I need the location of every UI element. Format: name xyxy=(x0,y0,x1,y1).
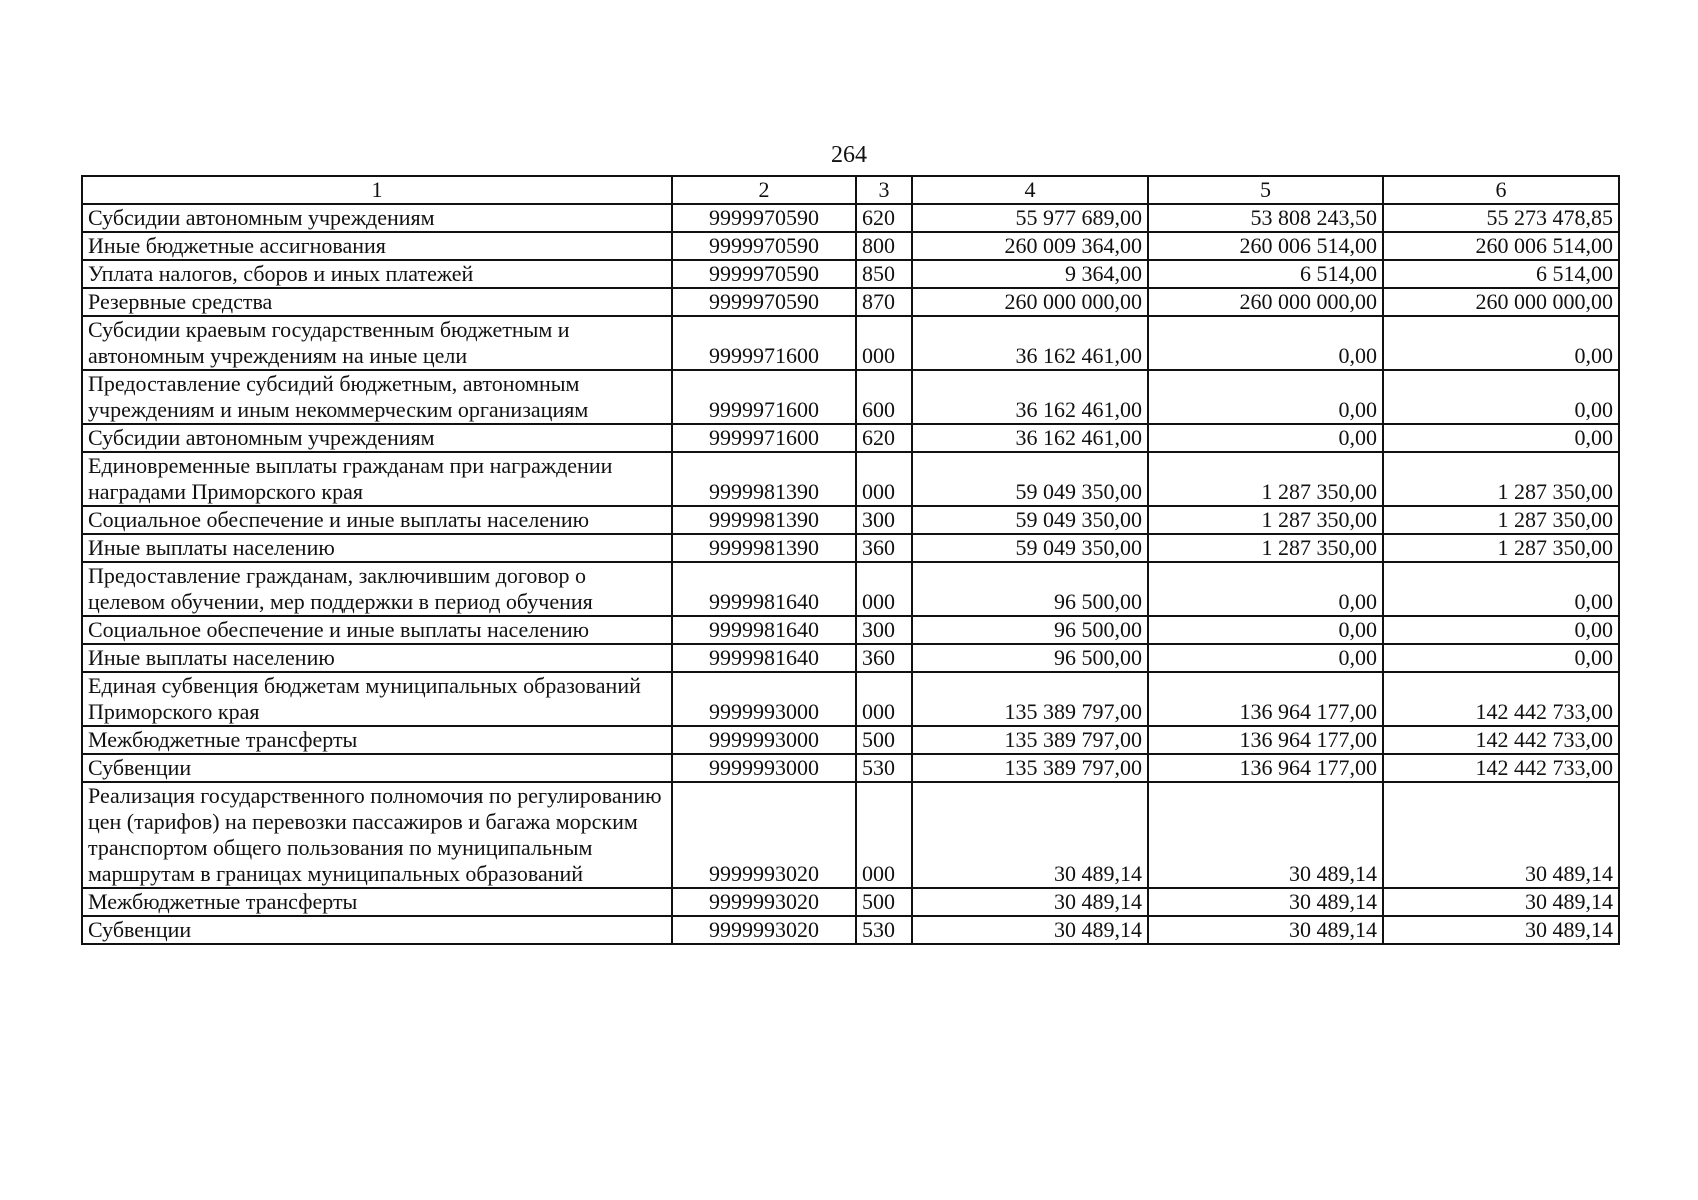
row-value-col5-cell: 0,00 xyxy=(1148,644,1383,672)
row-code-cell: 9999971600 xyxy=(672,424,856,452)
row-value-col6-cell: 0,00 xyxy=(1383,562,1619,616)
row-value-col6-cell: 30 489,14 xyxy=(1383,888,1619,916)
row-code-cell: 9999970590 xyxy=(672,204,856,232)
row-code-cell: 9999970590 xyxy=(672,232,856,260)
table-header-row xyxy=(82,176,1619,204)
table-row xyxy=(82,534,1619,562)
table-body xyxy=(82,204,1619,944)
table-row xyxy=(82,204,1619,232)
row-name-cell: Межбюджетные трансферты xyxy=(82,726,672,754)
row-value-col6-cell: 0,00 xyxy=(1383,316,1619,370)
row-value-col5-cell: 30 489,14 xyxy=(1148,888,1383,916)
row-name-cell: Субсидии краевым государственным бюджетным и автономным учреждениям на иные цели xyxy=(82,316,672,370)
row-code-cell: 9999993000 xyxy=(672,672,856,726)
row-code-cell: 9999981390 xyxy=(672,506,856,534)
row-vr-cell: 600 xyxy=(856,370,912,424)
row-code-cell: 9999981390 xyxy=(672,534,856,562)
row-name-cell: Предоставление гражданам, заключившим договор о целевом обучении, мер поддержки в период обучения xyxy=(82,562,672,616)
table-row xyxy=(82,726,1619,754)
row-value-col6-cell: 30 489,14 xyxy=(1383,782,1619,888)
table-row xyxy=(82,370,1619,424)
row-name-cell: Субвенции xyxy=(82,754,672,782)
column-header-2: 2 xyxy=(672,176,856,204)
row-value-col4-cell: 260 000 000,00 xyxy=(912,288,1148,316)
row-value-col5-cell: 136 964 177,00 xyxy=(1148,754,1383,782)
row-vr-cell: 530 xyxy=(856,916,912,944)
row-name-cell: Реализация государственного полномочия по регулированию цен (тарифов) на перевозки пассажиров и багажа морским транспортом общего пользования по муниципальным маршрутам в границах муниципальных образований xyxy=(82,782,672,888)
row-value-col4-cell: 96 500,00 xyxy=(912,616,1148,644)
row-code-cell: 9999993020 xyxy=(672,916,856,944)
column-header-4: 4 xyxy=(912,176,1148,204)
row-value-col4-cell: 135 389 797,00 xyxy=(912,754,1148,782)
row-vr-cell: 000 xyxy=(856,316,912,370)
row-name-cell: Резервные средства xyxy=(82,288,672,316)
table-row xyxy=(82,260,1619,288)
column-header-6: 6 xyxy=(1383,176,1619,204)
row-value-col4-cell: 36 162 461,00 xyxy=(912,424,1148,452)
row-value-col4-cell: 36 162 461,00 xyxy=(912,316,1148,370)
row-value-col4-cell: 59 049 350,00 xyxy=(912,506,1148,534)
row-name-cell: Субсидии автономным учреждениям xyxy=(82,424,672,452)
row-code-cell: 9999971600 xyxy=(672,370,856,424)
row-code-cell: 9999981640 xyxy=(672,562,856,616)
row-value-col4-cell: 30 489,14 xyxy=(912,782,1148,888)
row-vr-cell: 300 xyxy=(856,506,912,534)
table-row xyxy=(82,616,1619,644)
budget-table xyxy=(81,175,1620,945)
row-value-col4-cell: 260 009 364,00 xyxy=(912,232,1148,260)
row-vr-cell: 360 xyxy=(856,534,912,562)
row-value-col6-cell: 142 442 733,00 xyxy=(1383,672,1619,726)
row-value-col4-cell: 59 049 350,00 xyxy=(912,534,1148,562)
row-value-col6-cell: 30 489,14 xyxy=(1383,916,1619,944)
row-value-col5-cell: 30 489,14 xyxy=(1148,916,1383,944)
row-code-cell: 9999981640 xyxy=(672,644,856,672)
row-value-col5-cell: 0,00 xyxy=(1148,562,1383,616)
table-row xyxy=(82,424,1619,452)
row-vr-cell: 530 xyxy=(856,754,912,782)
row-vr-cell: 500 xyxy=(856,888,912,916)
row-name-cell: Единая субвенция бюджетам муниципальных образований Приморского края xyxy=(82,672,672,726)
row-vr-cell: 000 xyxy=(856,782,912,888)
row-value-col4-cell: 59 049 350,00 xyxy=(912,452,1148,506)
row-value-col4-cell: 30 489,14 xyxy=(912,888,1148,916)
row-name-cell: Иные выплаты населению xyxy=(82,534,672,562)
row-vr-cell: 360 xyxy=(856,644,912,672)
row-vr-cell: 000 xyxy=(856,562,912,616)
table-row xyxy=(82,916,1619,944)
row-value-col6-cell: 1 287 350,00 xyxy=(1383,534,1619,562)
page-number: 264 xyxy=(831,142,867,168)
row-value-col5-cell: 0,00 xyxy=(1148,316,1383,370)
row-value-col5-cell: 0,00 xyxy=(1148,370,1383,424)
row-value-col6-cell: 142 442 733,00 xyxy=(1383,726,1619,754)
row-name-cell: Социальное обеспечение и иные выплаты населению xyxy=(82,506,672,534)
row-value-col4-cell: 96 500,00 xyxy=(912,644,1148,672)
row-vr-cell: 620 xyxy=(856,424,912,452)
row-value-col5-cell: 6 514,00 xyxy=(1148,260,1383,288)
row-name-cell: Межбюджетные трансферты xyxy=(82,888,672,916)
row-name-cell: Социальное обеспечение и иные выплаты населению xyxy=(82,616,672,644)
table-row xyxy=(82,232,1619,260)
row-value-col6-cell: 0,00 xyxy=(1383,370,1619,424)
row-name-cell: Единовременные выплаты гражданам при награждении наградами Приморского края xyxy=(82,452,672,506)
row-vr-cell: 800 xyxy=(856,232,912,260)
row-value-col6-cell: 1 287 350,00 xyxy=(1383,452,1619,506)
row-value-col5-cell: 260 000 000,00 xyxy=(1148,288,1383,316)
table-row xyxy=(82,452,1619,506)
row-value-col5-cell: 1 287 350,00 xyxy=(1148,534,1383,562)
row-code-cell: 9999970590 xyxy=(672,260,856,288)
row-value-col6-cell: 1 287 350,00 xyxy=(1383,506,1619,534)
row-value-col4-cell: 36 162 461,00 xyxy=(912,370,1148,424)
row-value-col5-cell: 1 287 350,00 xyxy=(1148,506,1383,534)
row-value-col5-cell: 1 287 350,00 xyxy=(1148,452,1383,506)
row-value-col5-cell: 136 964 177,00 xyxy=(1148,726,1383,754)
row-vr-cell: 000 xyxy=(856,452,912,506)
row-vr-cell: 500 xyxy=(856,726,912,754)
row-name-cell: Субсидии автономным учреждениям xyxy=(82,204,672,232)
row-value-col6-cell: 0,00 xyxy=(1383,424,1619,452)
row-code-cell: 9999981390 xyxy=(672,452,856,506)
row-value-col6-cell: 260 006 514,00 xyxy=(1383,232,1619,260)
table-row xyxy=(82,644,1619,672)
row-code-cell: 9999993020 xyxy=(672,888,856,916)
row-name-cell: Уплата налогов, сборов и иных платежей xyxy=(82,260,672,288)
row-code-cell: 9999971600 xyxy=(672,316,856,370)
row-name-cell: Иные бюджетные ассигнования xyxy=(82,232,672,260)
table-row xyxy=(82,562,1619,616)
table-row xyxy=(82,506,1619,534)
row-vr-cell: 850 xyxy=(856,260,912,288)
table-row xyxy=(82,782,1619,888)
table-row xyxy=(82,316,1619,370)
row-value-col4-cell: 96 500,00 xyxy=(912,562,1148,616)
row-value-col4-cell: 9 364,00 xyxy=(912,260,1148,288)
row-value-col5-cell: 0,00 xyxy=(1148,616,1383,644)
row-value-col5-cell: 136 964 177,00 xyxy=(1148,672,1383,726)
row-value-col6-cell: 0,00 xyxy=(1383,616,1619,644)
column-header-3: 3 xyxy=(856,176,912,204)
row-value-col6-cell: 260 000 000,00 xyxy=(1383,288,1619,316)
row-value-col4-cell: 30 489,14 xyxy=(912,916,1148,944)
row-vr-cell: 870 xyxy=(856,288,912,316)
row-code-cell: 9999970590 xyxy=(672,288,856,316)
row-name-cell: Субвенции xyxy=(82,916,672,944)
row-vr-cell: 300 xyxy=(856,616,912,644)
table-row xyxy=(82,754,1619,782)
table-row xyxy=(82,888,1619,916)
row-name-cell: Предоставление субсидий бюджетным, автономным учреждениям и иным некоммерческим организациям xyxy=(82,370,672,424)
row-value-col6-cell: 55 273 478,85 xyxy=(1383,204,1619,232)
row-code-cell: 9999993000 xyxy=(672,754,856,782)
row-value-col6-cell: 142 442 733,00 xyxy=(1383,754,1619,782)
row-value-col4-cell: 135 389 797,00 xyxy=(912,726,1148,754)
row-value-col6-cell: 6 514,00 xyxy=(1383,260,1619,288)
row-value-col4-cell: 135 389 797,00 xyxy=(912,672,1148,726)
column-header-1: 1 xyxy=(82,176,672,204)
row-name-cell: Иные выплаты населению xyxy=(82,644,672,672)
row-value-col5-cell: 53 808 243,50 xyxy=(1148,204,1383,232)
row-vr-cell: 620 xyxy=(856,204,912,232)
row-code-cell: 9999981640 xyxy=(672,616,856,644)
row-value-col5-cell: 30 489,14 xyxy=(1148,782,1383,888)
row-value-col5-cell: 0,00 xyxy=(1148,424,1383,452)
table-row xyxy=(82,288,1619,316)
row-value-col6-cell: 0,00 xyxy=(1383,644,1619,672)
table-row xyxy=(82,672,1619,726)
row-value-col4-cell: 55 977 689,00 xyxy=(912,204,1148,232)
row-vr-cell: 000 xyxy=(856,672,912,726)
row-code-cell: 9999993020 xyxy=(672,782,856,888)
column-header-5: 5 xyxy=(1148,176,1383,204)
row-value-col5-cell: 260 006 514,00 xyxy=(1148,232,1383,260)
row-code-cell: 9999993000 xyxy=(672,726,856,754)
